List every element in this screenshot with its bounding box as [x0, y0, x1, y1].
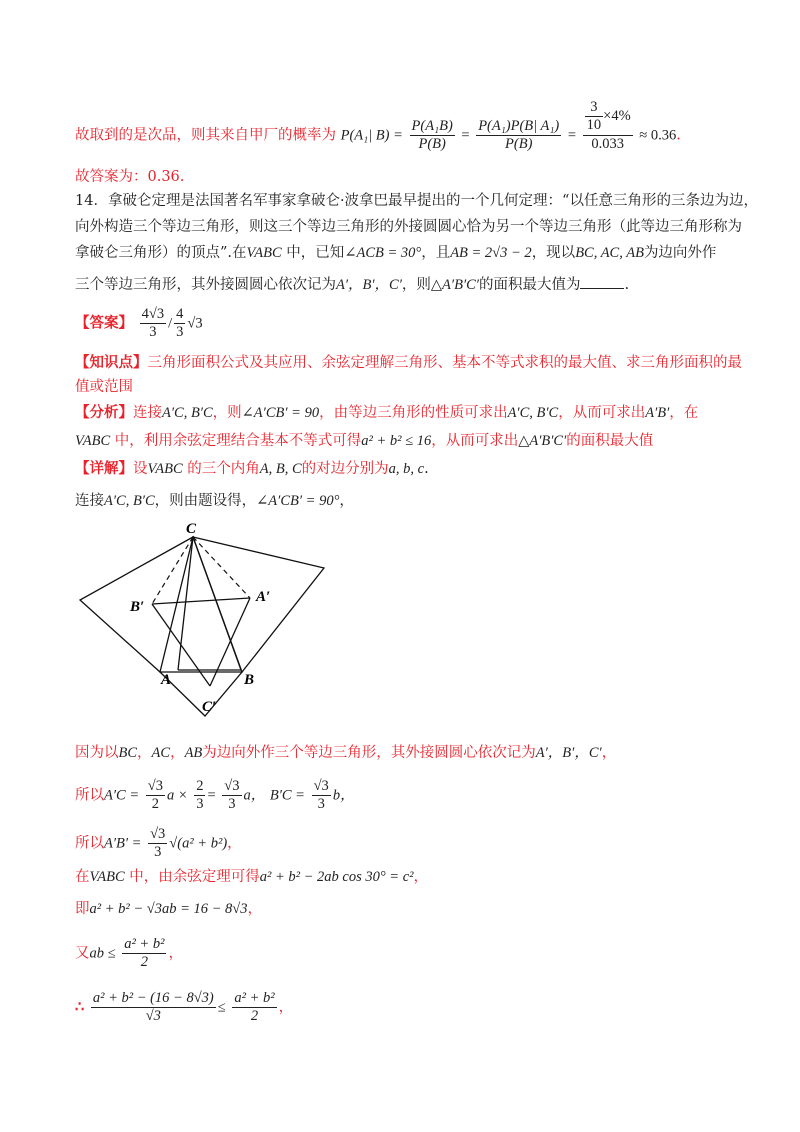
step-6: 又ab ≤ $\frac{\text{a² + b²}}{2}$ ，: [75, 936, 183, 970]
label-B: B: [244, 672, 255, 688]
outer-triangle-on-AB: [160, 672, 242, 716]
segment-C-B: [193, 537, 241, 670]
answer-statement: 故答案为：0.36.: [75, 169, 185, 185]
label-A: A: [161, 672, 172, 688]
step-5: 即a² + b² − √3ab = 16 − 8√3，: [75, 901, 262, 917]
geometry-figure: [60, 520, 350, 735]
dashed-C-Ap: [193, 537, 250, 598]
step-4: 在VABC 中，由余弦定理可得a² + b² − 2ab cos 30° = c²，: [75, 869, 428, 885]
problem-line-3: 拿破仑三角形）的顶点”.在VABC 中，已知∠ACB = 30°，且AB = 2√3 − 2，现以BC, AC, AB为边向外作: [75, 245, 717, 261]
label-C: C: [186, 521, 197, 537]
fraction: $\frac{\text{P(A₁)P(B| A₁)}}{P(B)}$: [478, 118, 560, 152]
compound-fraction: $\frac{3}{10}$ ×4% 0.033: [583, 99, 633, 153]
step-3: 所以A′B′ = $\frac{√3}{3}$ √(a² + b²)，: [75, 826, 242, 860]
problem-line-4: 三个等边三角形，其外接圆圆心依次记为A′，B′，C′，则△A′B′C′的面积最大值为 .: [75, 274, 629, 296]
answer-blank: [580, 274, 624, 289]
knowledge-points-line-1: 【知识点】三角形面积公式及其应用、余弦定理解三角形、基本不等式求积的最大值、求三角形面积的最: [75, 354, 742, 371]
segment-C-A: [178, 537, 193, 670]
detail-line-1: 【详解】设VABC 的三个内角A, B, C的对边分别为a, b, c.: [75, 460, 429, 477]
label-A-prime: A′: [256, 589, 271, 605]
step-1: 因为以BC，AC，AB为边向外作三个等边三角形，其外接圆圆心依次记为A′，B′，C′，: [75, 745, 617, 761]
analysis-line-2: VABC 中，利用余弦定理结合基本不等式可得a² + b² ≤ 16，从而可求出△A′B′C′的面积最大值: [75, 433, 654, 449]
analysis-line-1: 【分析】连接A′C, B′C，则∠A′CB′ = 90，由等边三角形的性质可求出A′C, B′C，从而可求出A′B′，在: [75, 404, 699, 421]
problem-line-2: 向外构造三个等边三角形，则这三个等边三角形的外接圆圆心恰为另一个等边三角形（此等边三角形称为: [75, 219, 742, 235]
probability-line: 故取到的是次品，则其来自甲厂的概率为 P(A₁| B) = $\frac{\text{P(A₁B)}}{P(B)}$ = $\frac{\text{P(A₁)P(B| A₁)}}{P(B)}$ = $\frac{3}{10}$ ×4% 0.033 ≈ 0.36.: [75, 98, 681, 152]
label-C-prime: C′: [202, 699, 217, 715]
knowledge-points-line-2: 值或范围: [75, 379, 133, 395]
label-B-prime: B′: [130, 599, 145, 615]
segment-Bp-Ap: [152, 598, 250, 604]
problem-line-1: 14．拿破仑定理是法国著名军事家拿破仑·波拿巴最早提出的一个几何定理：“以任意三角形的三条边为边，: [75, 193, 758, 209]
step-7: ∴ $\frac{\text{a² + b² − (16 − 8√3)}}{√3}$ ≤ $\frac{\text{a² + b²}}{2}$ ，: [75, 990, 294, 1024]
detail-line-2: 连接A′C, B′C，则由题设得，∠A′CB′ = 90°，: [75, 493, 354, 509]
answer-section: 【答案】 $\frac{4√3}{3}$ / $\frac{4}{3}$ √3: [75, 306, 203, 340]
fraction: $\frac{\text{P(A₁B)}}{P(B)}$: [411, 118, 453, 152]
step-2: 所以A′C = $\frac{√3}{2}$ a × $\frac{2}{3}$ = $\frac{√3}{3}$ a， B′C = $\frac{√3}{3}$ b，: [75, 778, 355, 812]
